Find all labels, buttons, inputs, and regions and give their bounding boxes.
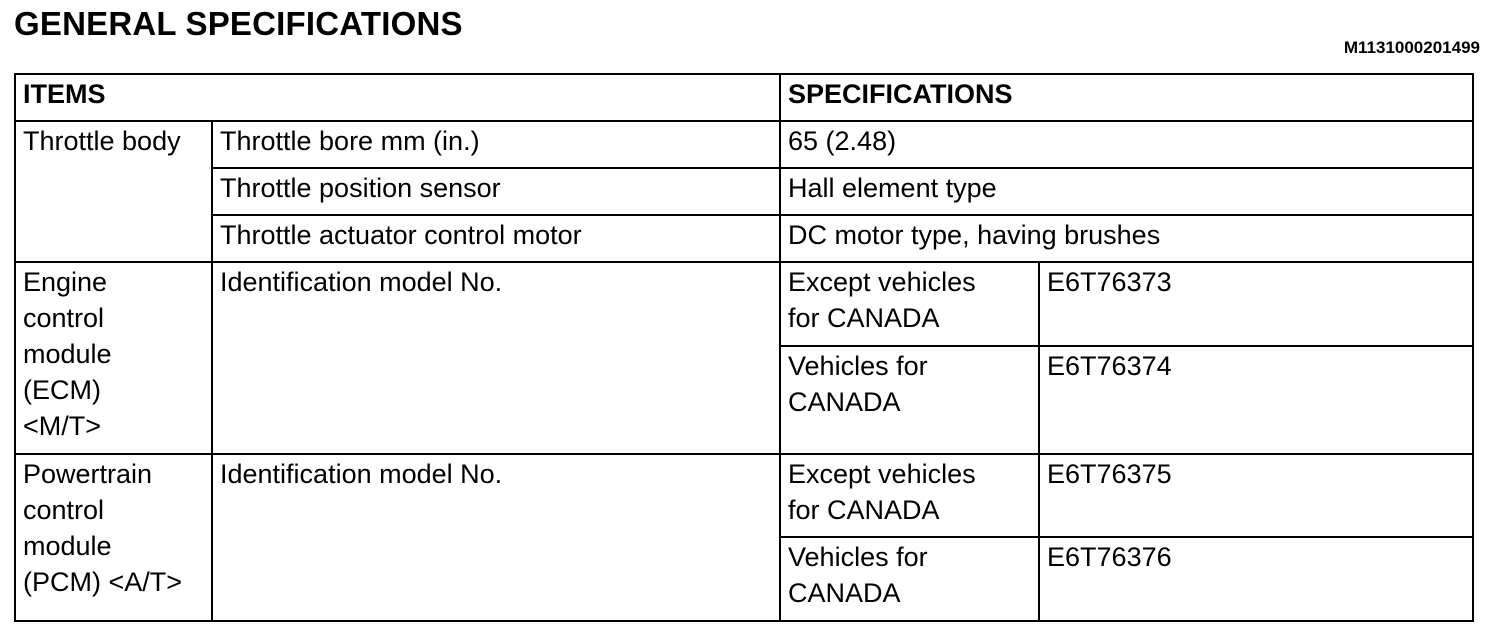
throttle-bore-spec: 65 (2.48) <box>780 121 1473 168</box>
condition-line: for CANADA <box>788 495 940 525</box>
throttle-position-sensor-item: Throttle position sensor <box>212 168 780 215</box>
pcm-group-line: Powertrain <box>23 459 153 489</box>
general-specifications-table <box>14 73 1474 622</box>
condition-line: Except vehicles <box>788 267 976 297</box>
pcm-identification-item: Identification model No. <box>212 454 780 621</box>
condition-line: Except vehicles <box>788 459 976 489</box>
ecm-condition-except-canada <box>780 262 1039 346</box>
table-row <box>15 168 1473 215</box>
pcm-condition-except-canada <box>780 454 1039 537</box>
ecm-condition-canada <box>780 346 1039 454</box>
ecm-group-label <box>15 262 212 454</box>
specifications-header: SPECIFICATIONS <box>780 74 1473 121</box>
condition-line: CANADA <box>788 578 901 608</box>
pcm-group-label <box>15 454 212 621</box>
table-row <box>15 121 1473 168</box>
condition-line: CANADA <box>788 387 901 417</box>
throttle-bore-item: Throttle bore mm (in.) <box>212 121 780 168</box>
ecm-model-canada: E6T76374 <box>1039 346 1473 454</box>
table-row <box>15 262 1473 346</box>
page-title: GENERAL SPECIFICATIONS <box>14 5 463 42</box>
items-header: ITEMS <box>15 74 780 121</box>
ecm-group-line: control <box>23 303 105 333</box>
table-row <box>15 454 1473 537</box>
table-header-row <box>15 74 1473 121</box>
throttle-body-group-label: Throttle body <box>15 121 212 262</box>
pcm-condition-canada <box>780 537 1039 621</box>
table-row <box>15 215 1473 262</box>
ecm-group-line: Engine <box>23 267 108 297</box>
ecm-group-line: <M/T> <box>23 411 102 441</box>
document-code: M1131000201499 <box>1343 38 1480 57</box>
pcm-group-line: module <box>23 531 112 561</box>
condition-line: Vehicles for <box>788 351 928 381</box>
pcm-group-line: control <box>23 495 105 525</box>
ecm-group-line: (ECM) <box>23 375 101 405</box>
throttle-actuator-motor-spec: DC motor type, having brushes <box>780 215 1473 262</box>
condition-line: for CANADA <box>788 303 940 333</box>
throttle-position-sensor-spec: Hall element type <box>780 168 1473 215</box>
ecm-identification-item: Identification model No. <box>212 262 780 454</box>
ecm-model-except-canada: E6T76373 <box>1039 262 1473 346</box>
condition-line: Vehicles for <box>788 542 928 572</box>
ecm-group-line: module <box>23 339 112 369</box>
pcm-group-line: (PCM) <A/T> <box>23 567 183 597</box>
throttle-actuator-motor-item: Throttle actuator control motor <box>212 215 780 262</box>
pcm-model-canada: E6T76376 <box>1039 537 1473 621</box>
pcm-model-except-canada: E6T76375 <box>1039 454 1473 537</box>
